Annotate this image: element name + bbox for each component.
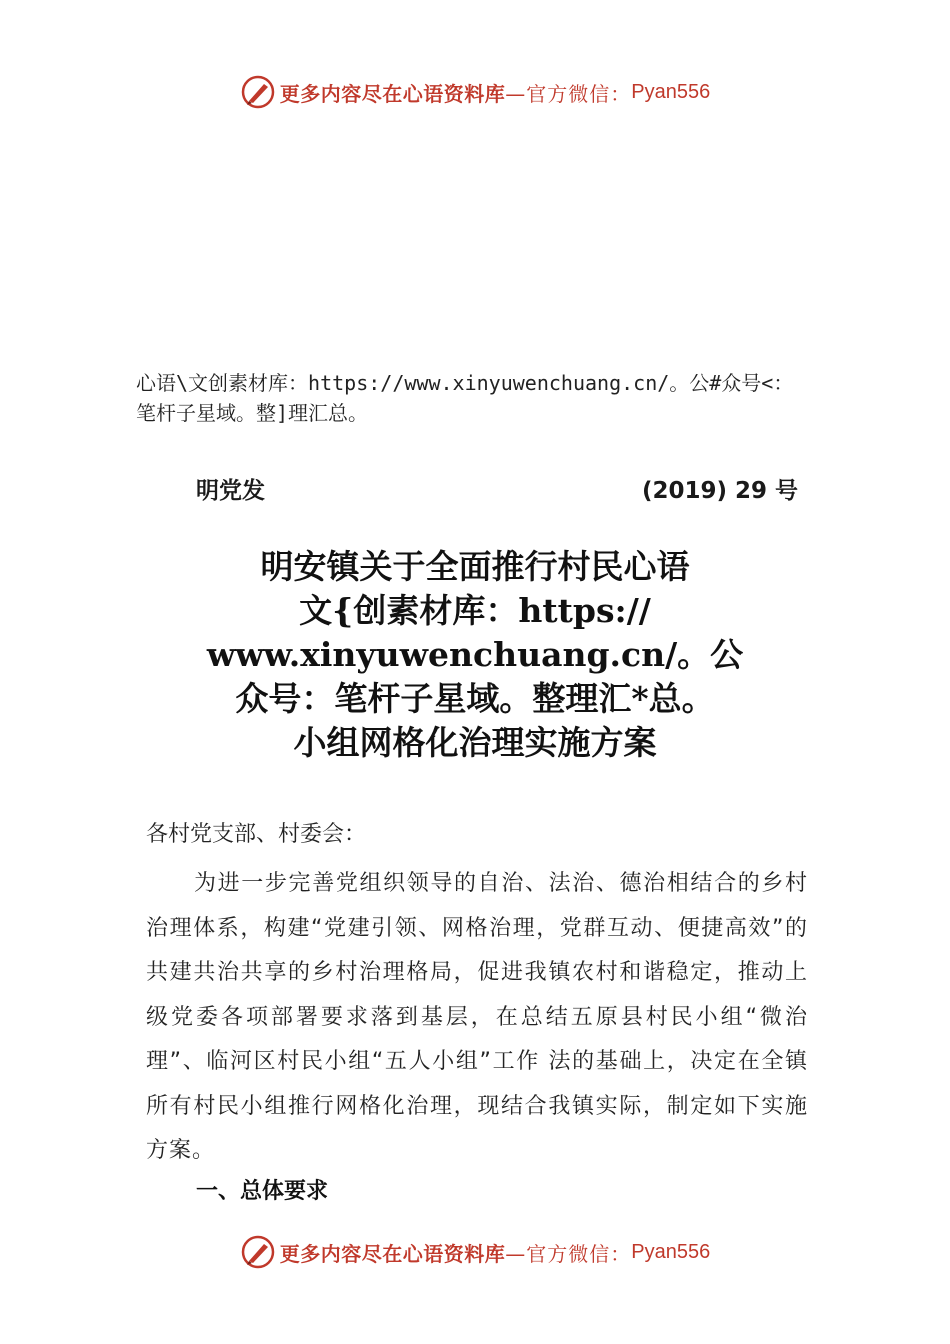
section-heading-1: 一、总体要求 bbox=[196, 1179, 329, 1204]
banner-text-main: 更多内容尽在心语资料库 bbox=[279, 1241, 506, 1266]
document-number bbox=[0, 472, 950, 504]
title-line-1: 明安镇关于全面推行村民心语 bbox=[260, 547, 690, 586]
issuer-code: 明党发 bbox=[196, 478, 265, 504]
source-note-line-2: 笔杆子星域。整]理汇总。 bbox=[136, 401, 369, 425]
pen-circle-logo-icon bbox=[240, 74, 276, 110]
document-title bbox=[150, 545, 800, 765]
addressee: 各村党支部、村委会： bbox=[146, 822, 367, 847]
banner-text-wechat: —官方微信： bbox=[505, 81, 632, 106]
banner-text-id: Pyan556 bbox=[631, 80, 711, 103]
banner-text-main: 更多内容尽在心语资料库 bbox=[279, 81, 506, 106]
banner-text-id: Pyan556 bbox=[631, 1240, 711, 1263]
title-line-2: 文{创素材库：https:// bbox=[299, 591, 651, 630]
title-line-3: www.xinyuwenchuang.cn/。公 bbox=[206, 635, 744, 674]
header-banner bbox=[0, 72, 950, 112]
title-line-4: 众号：笔杆子星域。整理汇*总。 bbox=[235, 679, 715, 718]
document-serial: (2019) 29 号 bbox=[642, 478, 799, 504]
source-note-line-1: 心语\文创素材库：https://www.xinyuwenchuang.cn/。公#众号<： bbox=[136, 371, 794, 395]
body-paragraph: 为进一步完善党组织领导的自治、法治、德治相结合的乡村治理体系，构建“党建引领、网格治理，党群互动、便捷高效”的共建共治共享的乡村治理格局，促进我镇农村和谐稳定，推动上级党委各项部署要求落到基层，在总结五原县村民小组“微治理”、临河区村民小组“五人小组”工作 法的基础上，决定在全镇所有村民小组推行网格化治理，现结合我镇实际，制定如下实施方案。 bbox=[146, 871, 808, 1163]
banner-text-wechat: —官方微信： bbox=[505, 1241, 632, 1266]
source-note bbox=[136, 368, 896, 428]
pen-circle-logo-icon bbox=[240, 1234, 276, 1270]
title-line-5: 小组网格化治理实施方案 bbox=[293, 723, 657, 762]
footer-banner bbox=[0, 1232, 950, 1272]
